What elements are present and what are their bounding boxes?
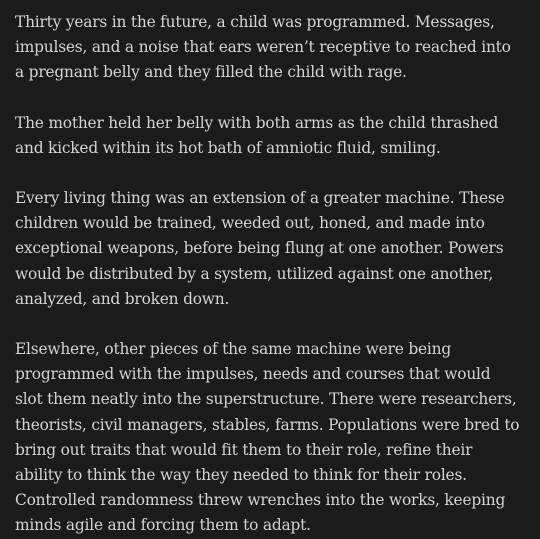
paragraph-2: The mother held her belly with both arms as the child thrashed and kicked within its hot bath of amniotic fluid, smiling. [15,113,499,157]
paragraph-1: Thirty years in the future, a child was programmed. Messages, impulses, and a noise that ears weren’t receptive to reached into a pregnant belly and they filled the child with rage. [15,13,511,82]
paragraph-4: Elsewhere, other pieces of the same machine were being programmed with the impulses, needs and courses that would slot them neatly into the superstructure. There were researchers, theorists, civil managers, stables, farms. Populations were bred to bring out traits that would fit them to their role, refine their ability to think the way they needed to think for their roles. Controlled randomness threw wrenches into the works, keeping minds agile and forcing them to adapt. [15,340,520,535]
paragraph-3: Every living thing was an extension of a greater machine. These children would be trained, weeded out, honed, and made into exceptional weapons, before being flung at one another. Powers would be distributed by a system, utilized against one another, analyzed, and broken down. [15,189,505,308]
